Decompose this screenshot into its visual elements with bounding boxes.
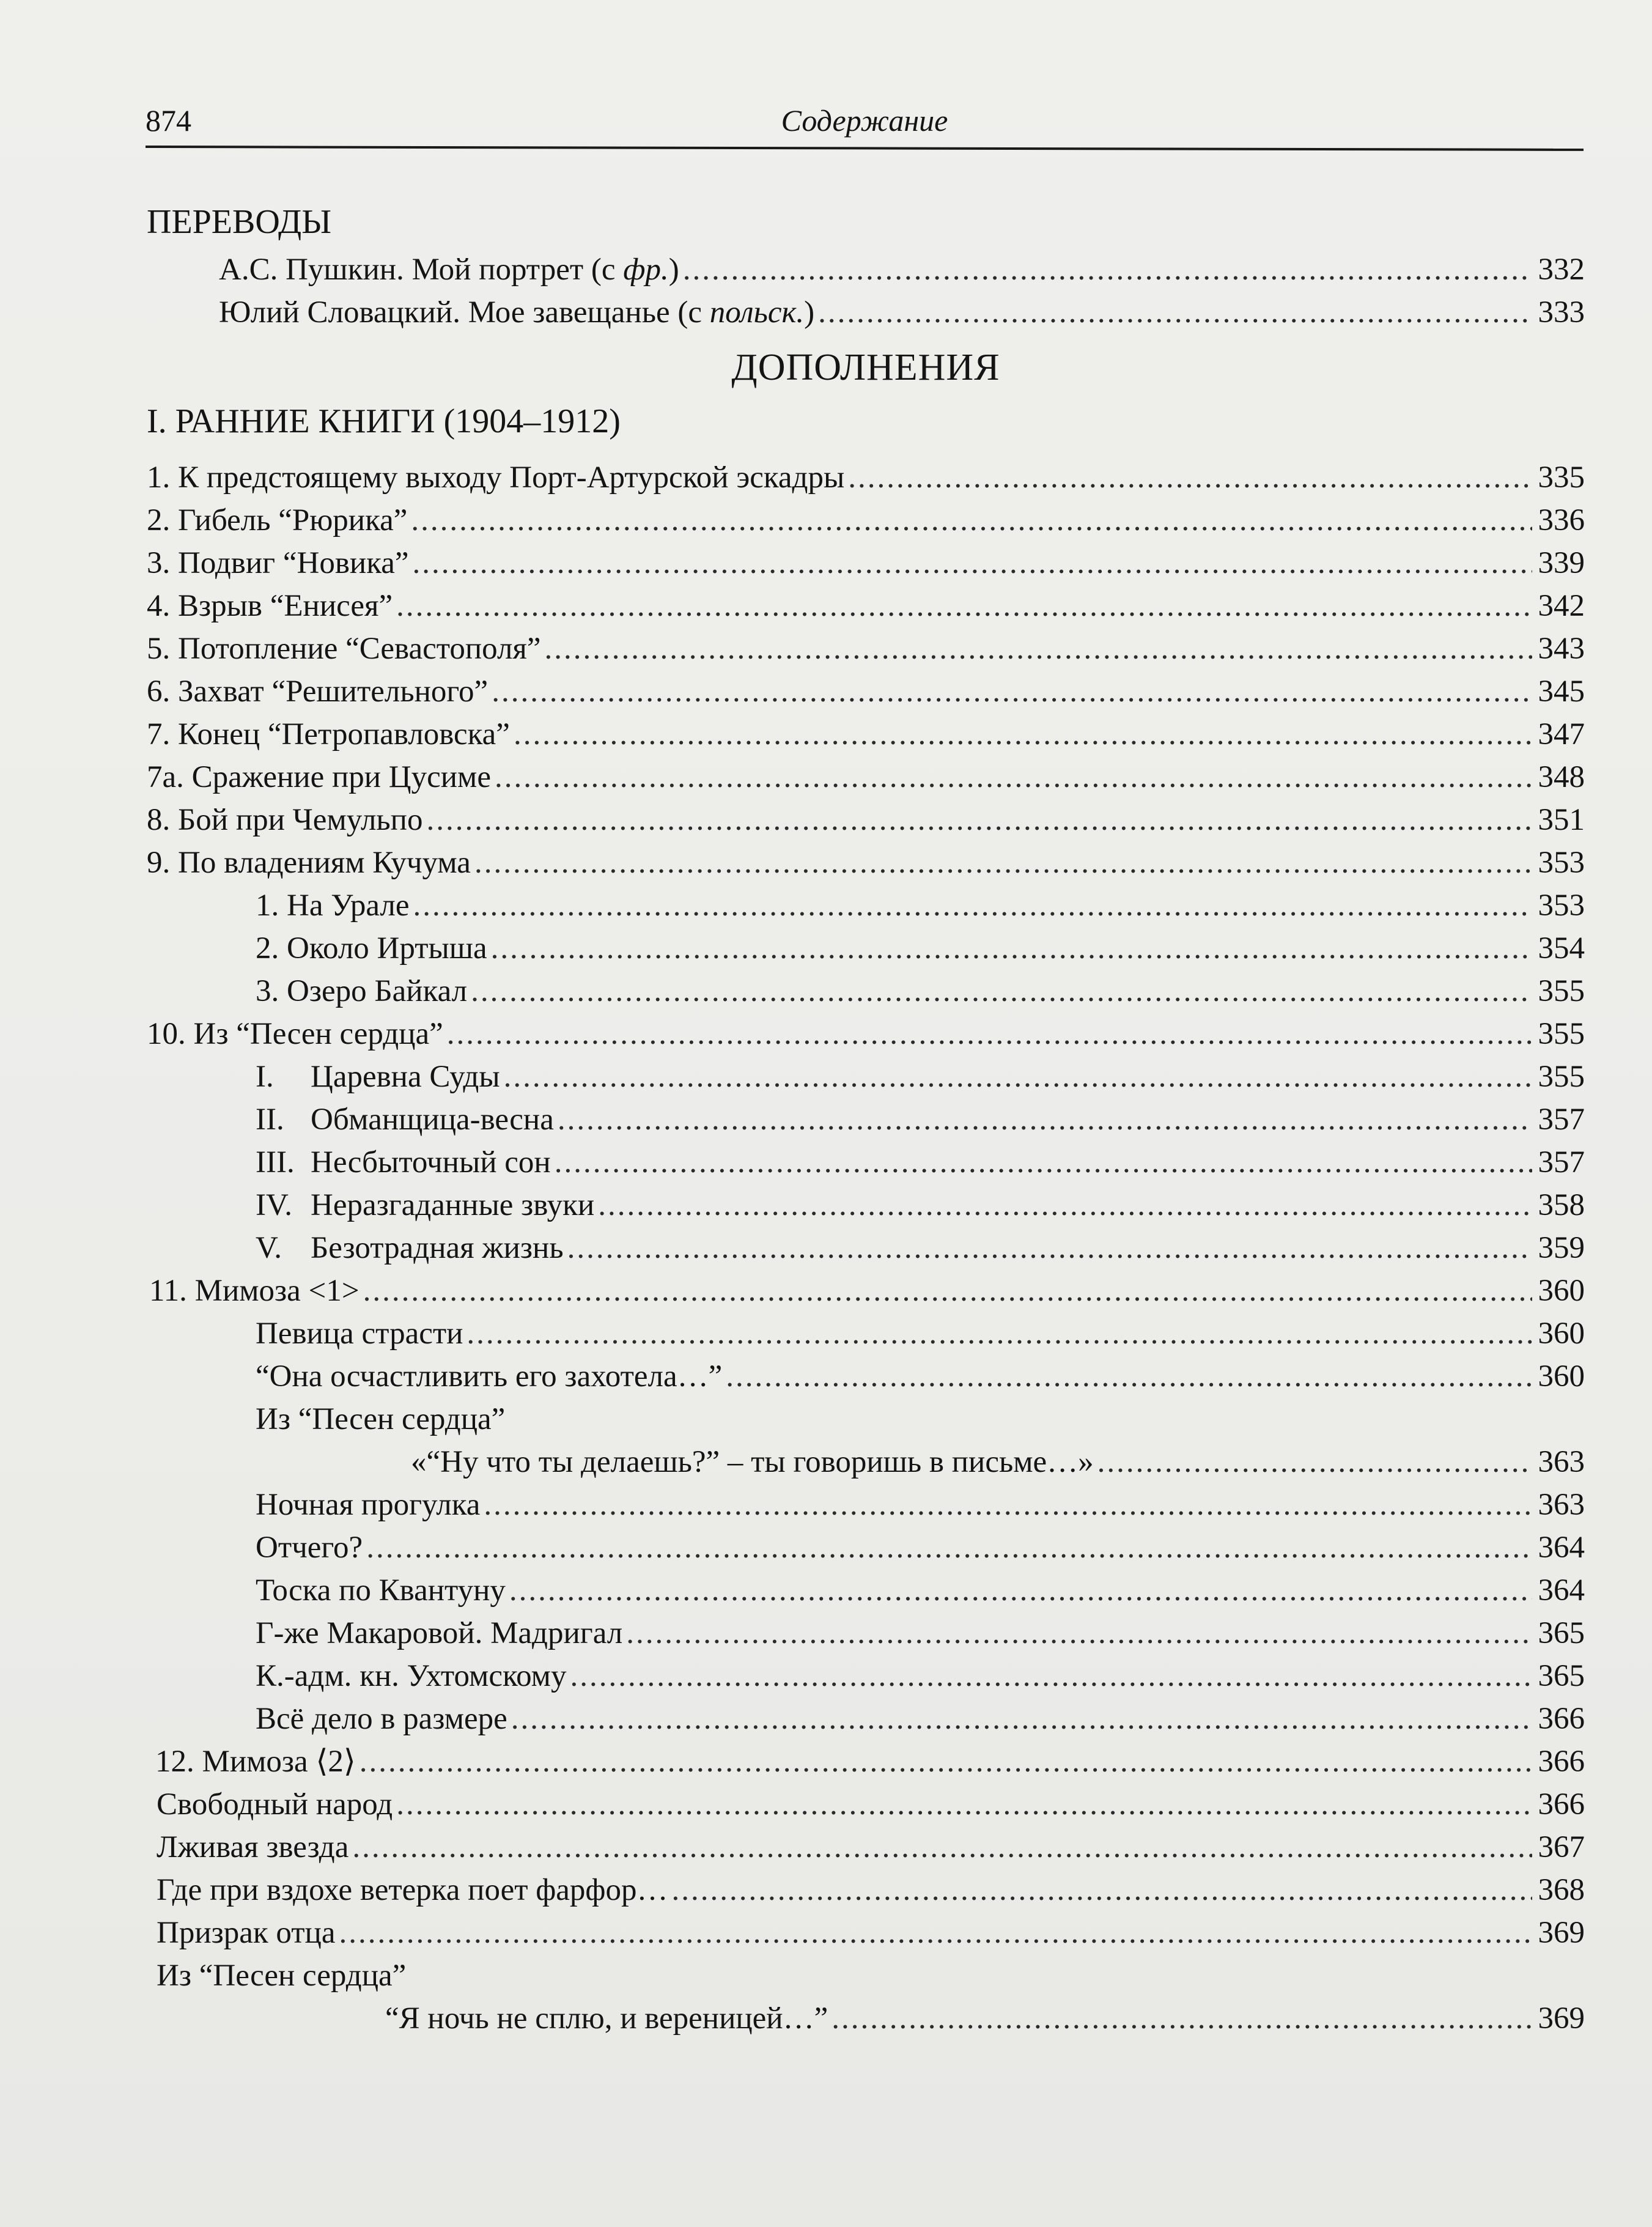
entry-page: 354 bbox=[1538, 931, 1585, 966]
toc-entry bbox=[147, 1013, 1585, 1055]
dot-leader bbox=[1097, 1441, 1532, 1483]
entry-page: 357 bbox=[1538, 1145, 1585, 1180]
dot-leader bbox=[471, 970, 1532, 1013]
entry-title: 3. Озеро Байкал bbox=[256, 974, 468, 1008]
dot-leader bbox=[396, 585, 1532, 627]
toc-entry bbox=[147, 1098, 1585, 1141]
entry-title: Свободный народ bbox=[157, 1787, 393, 1822]
entry-title: 1. К предстоящему выходу Порт-Артурской эскадры bbox=[147, 460, 845, 495]
entry-title: Из “Песен сердца” bbox=[256, 1402, 506, 1436]
book-section-title: I. РАННИЕ КНИГИ (1904–1912) bbox=[147, 402, 621, 440]
dot-leader bbox=[626, 1612, 1532, 1655]
toc-entry bbox=[147, 1612, 1585, 1655]
dot-leader bbox=[567, 1227, 1532, 1269]
toc-entry bbox=[147, 756, 1585, 799]
entry-title: 3. Подвиг “Новика” bbox=[147, 546, 409, 580]
dot-leader bbox=[412, 542, 1532, 585]
toc-entry bbox=[147, 456, 1585, 499]
entry-title: Певица страсти bbox=[256, 1317, 463, 1351]
table-of-contents bbox=[147, 196, 1585, 2040]
dot-leader bbox=[413, 884, 1532, 927]
dot-leader bbox=[558, 1098, 1532, 1141]
page-number: 874 bbox=[146, 103, 191, 138]
dot-leader bbox=[492, 670, 1532, 713]
entry-page: 345 bbox=[1538, 674, 1585, 709]
dot-leader bbox=[545, 627, 1533, 670]
entry-title: 9. По владениям Кучума bbox=[147, 846, 471, 880]
toc-entry bbox=[147, 542, 1585, 585]
entry-title: 2. Гибель “Рюрика” bbox=[147, 503, 408, 537]
toc-subheading bbox=[147, 1954, 1585, 1997]
entry-title: А.С. Пушкин. Мой портрет (с фр.) bbox=[219, 253, 679, 287]
dot-leader bbox=[360, 1740, 1532, 1783]
entry-page: 360 bbox=[1538, 1359, 1585, 1394]
entry-page: 368 bbox=[1538, 1873, 1585, 1907]
dot-leader bbox=[411, 499, 1532, 542]
toc-subheading bbox=[147, 1398, 1585, 1441]
entry-page: 365 bbox=[1538, 1616, 1585, 1650]
toc-entry bbox=[147, 1783, 1585, 1826]
toc-entry bbox=[147, 1826, 1585, 1869]
entry-page: 359 bbox=[1538, 1231, 1585, 1265]
page-header bbox=[146, 103, 1584, 146]
toc-entry bbox=[147, 1227, 1585, 1269]
toc-entry bbox=[147, 799, 1585, 841]
toc-entry bbox=[147, 1312, 1585, 1355]
dot-leader bbox=[683, 248, 1532, 291]
dot-leader bbox=[671, 1869, 1532, 1911]
entry-title: Где при вздохе ветерка поет фарфор… bbox=[157, 1873, 668, 1907]
entry-page: 336 bbox=[1538, 503, 1585, 537]
entry-title: III. Несбыточный сон bbox=[256, 1145, 551, 1180]
entry-title: 7. Конец “Петропавловска” bbox=[147, 717, 510, 752]
entry-page: 369 bbox=[1538, 2001, 1585, 2036]
toc-entry bbox=[147, 1997, 1585, 2040]
entry-title: Лживая звезда bbox=[157, 1830, 349, 1864]
dot-leader bbox=[447, 1013, 1532, 1055]
entry-title: 4. Взрыв “Енисея” bbox=[147, 589, 393, 623]
entry-page: 360 bbox=[1538, 1274, 1585, 1308]
toc-entry bbox=[147, 1483, 1585, 1526]
dot-leader bbox=[466, 1312, 1532, 1355]
entry-page: 332 bbox=[1538, 253, 1585, 287]
dot-leader bbox=[366, 1526, 1532, 1569]
dot-leader bbox=[509, 1569, 1532, 1612]
entry-title: «“Ну что ты делаешь?” – ты говоришь в письме…» bbox=[411, 1445, 1094, 1479]
toc-entry bbox=[147, 499, 1585, 542]
entry-title: I. Царевна Суды bbox=[256, 1060, 500, 1094]
toc-entry bbox=[147, 1269, 1585, 1312]
dot-leader bbox=[352, 1826, 1532, 1869]
entry-title: 5. Потопление “Севастополя” bbox=[147, 632, 541, 666]
running-title: Содержание bbox=[781, 103, 948, 138]
entry-page: 351 bbox=[1538, 803, 1585, 837]
toc-entry bbox=[147, 585, 1585, 627]
header-rule bbox=[146, 146, 1584, 151]
entry-page: 339 bbox=[1538, 546, 1585, 580]
entry-page: 364 bbox=[1538, 1531, 1585, 1565]
entry-page: 363 bbox=[1538, 1488, 1585, 1522]
entry-title: 8. Бой при Чемульпо bbox=[147, 803, 423, 837]
toc-entry bbox=[147, 1869, 1585, 1911]
entry-title: “Я ночь не сплю, и вереницей…” bbox=[385, 2001, 828, 2036]
dot-leader bbox=[514, 713, 1532, 756]
dot-leader bbox=[339, 1911, 1532, 1954]
entry-title: Тоска по Квантуну bbox=[256, 1573, 506, 1608]
supplements-heading: ДОПОЛНЕНИЯ bbox=[731, 347, 1000, 388]
entry-page: 347 bbox=[1538, 717, 1585, 752]
toc-entry bbox=[147, 1697, 1585, 1740]
toc-entry bbox=[147, 248, 1585, 291]
entry-title: 1. На Урале bbox=[256, 888, 410, 923]
dot-leader bbox=[555, 1141, 1532, 1184]
entry-page: 360 bbox=[1538, 1317, 1585, 1351]
entry-page: 355 bbox=[1538, 974, 1585, 1008]
dot-leader bbox=[848, 456, 1532, 499]
entry-title: Г-же Макаровой. Мадригал bbox=[256, 1616, 623, 1650]
entry-title: Призрак отца bbox=[157, 1916, 336, 1950]
dot-leader bbox=[598, 1184, 1532, 1227]
dot-leader bbox=[818, 291, 1532, 334]
entry-title: 2. Около Иртыша bbox=[256, 931, 487, 966]
dot-leader bbox=[511, 1697, 1532, 1740]
entry-page: 366 bbox=[1538, 1787, 1585, 1822]
toc-entry bbox=[147, 1184, 1585, 1227]
toc-entry bbox=[147, 841, 1585, 884]
toc-entry bbox=[147, 1141, 1585, 1184]
entry-title: К.-адм. кн. Ухтомскому bbox=[256, 1659, 567, 1693]
entry-title: Всё дело в размере bbox=[256, 1702, 507, 1736]
entry-title: Юлий Словацкий. Мое завещанье (с польск.) bbox=[219, 295, 815, 330]
toc-entry bbox=[147, 1526, 1585, 1569]
toc-entry bbox=[147, 291, 1585, 334]
entry-title: II. Обманщица-весна bbox=[256, 1102, 554, 1137]
entry-title: 12. Мимоза ⟨2⟩ bbox=[155, 1745, 356, 1779]
toc-entry bbox=[147, 927, 1585, 970]
entry-page: 364 bbox=[1538, 1573, 1585, 1608]
entry-title: 7а. Сражение при Цусиме bbox=[147, 760, 491, 794]
toc-entry bbox=[147, 1355, 1585, 1398]
entry-page: 363 bbox=[1538, 1445, 1585, 1479]
dot-leader bbox=[832, 1997, 1532, 2040]
toc-entry bbox=[147, 970, 1585, 1013]
entry-title: IV. Неразгаданные звуки bbox=[256, 1188, 595, 1222]
entry-page: 355 bbox=[1538, 1017, 1585, 1051]
entry-page: 343 bbox=[1538, 632, 1585, 666]
dot-leader bbox=[426, 799, 1532, 841]
toc-entry bbox=[147, 1569, 1585, 1612]
toc-entry bbox=[147, 670, 1585, 713]
dot-leader bbox=[495, 756, 1532, 799]
entry-title: Из “Песен сердца” bbox=[157, 1959, 407, 1993]
entry-page: 369 bbox=[1538, 1916, 1585, 1950]
entry-page: 342 bbox=[1538, 589, 1585, 623]
translations-heading: ПЕРЕВОДЫ bbox=[147, 203, 332, 241]
entry-page: 333 bbox=[1538, 295, 1585, 330]
entry-title: “Она осчастливить его захотела…” bbox=[256, 1359, 723, 1394]
entry-page: 366 bbox=[1538, 1702, 1585, 1736]
dot-leader bbox=[474, 841, 1532, 884]
entry-title: Ночная прогулка bbox=[256, 1488, 481, 1522]
dot-leader bbox=[491, 927, 1532, 970]
toc-entry bbox=[147, 884, 1585, 927]
entry-page: 366 bbox=[1538, 1745, 1585, 1779]
toc-entry bbox=[147, 627, 1585, 670]
dot-leader bbox=[363, 1269, 1532, 1312]
dot-leader bbox=[484, 1483, 1532, 1526]
entry-title: 6. Захват “Решительного” bbox=[147, 674, 489, 709]
dot-leader bbox=[570, 1655, 1532, 1697]
entry-title: 10. Из “Песен сердца” bbox=[147, 1017, 443, 1051]
entry-page: 358 bbox=[1538, 1188, 1585, 1222]
entry-page: 353 bbox=[1538, 888, 1585, 923]
toc-entry bbox=[147, 1055, 1585, 1098]
toc-entry bbox=[86, 1740, 1585, 1783]
entry-page: 353 bbox=[1538, 846, 1585, 880]
entry-page: 355 bbox=[1538, 1060, 1585, 1094]
toc-entry bbox=[147, 1655, 1585, 1697]
dot-leader bbox=[396, 1783, 1532, 1826]
entry-page: 365 bbox=[1538, 1659, 1585, 1693]
dot-leader bbox=[726, 1355, 1532, 1398]
entry-page: 335 bbox=[1538, 460, 1585, 495]
toc-entry bbox=[147, 1441, 1585, 1483]
entry-page: 367 bbox=[1538, 1830, 1585, 1864]
entry-page: 348 bbox=[1538, 760, 1585, 794]
toc-entry bbox=[147, 1911, 1585, 1954]
entry-title: 11. Мимоза <1> bbox=[149, 1274, 360, 1308]
entry-page: 357 bbox=[1538, 1102, 1585, 1137]
entry-title: Отчего? bbox=[256, 1531, 363, 1565]
dot-leader bbox=[504, 1055, 1532, 1098]
entry-title: V. Безотрадная жизнь bbox=[256, 1231, 564, 1265]
toc-entry bbox=[147, 713, 1585, 756]
